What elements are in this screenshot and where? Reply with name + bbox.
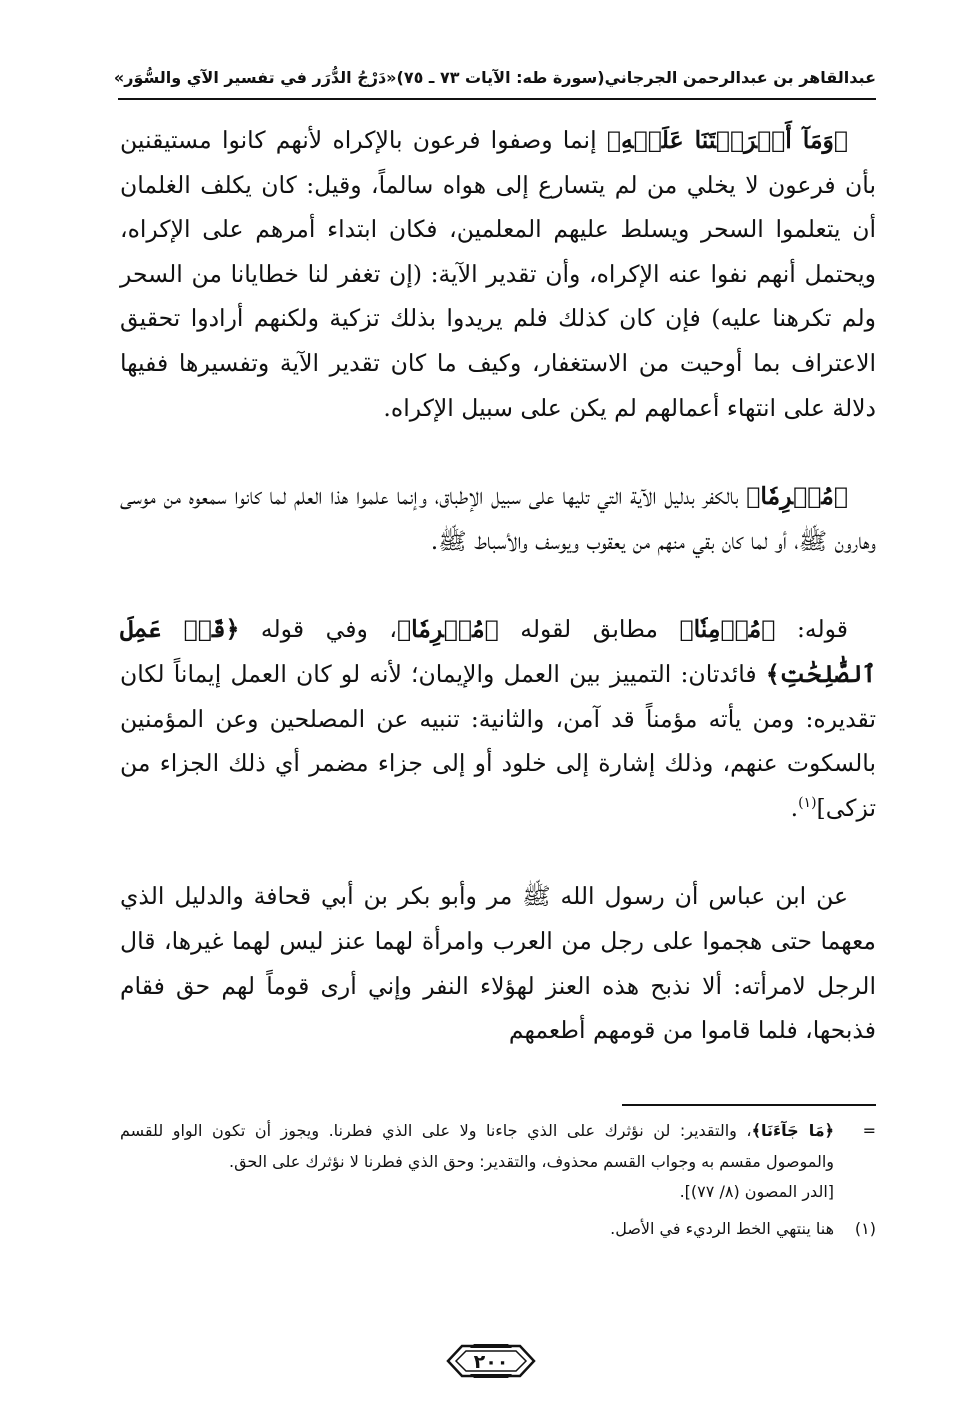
paragraph-3 bbox=[120, 607, 876, 830]
running-header bbox=[113, 62, 876, 92]
footnote-text: هنا ينتهي الخط الرديء في الأصل. bbox=[610, 1218, 834, 1238]
quran-quote: ﴿مُؤۡمِنٗا﴾ bbox=[679, 615, 776, 644]
paragraph-text: عن ابن عباس أن رسول الله ﷺ مر وأبو بكر بن أبي قحافة والدليل الذي معهما حتى هجموا على رجل من العرب وامرأة لهما عنز ليس لهما غيرها، قال الرجل لامرأته: ألا نذبح هذه العنز لهؤلاء النفر وإني أرى قوماً لهم حق فقام فذبحها، فلما قاموا من قومهم أطعمهم bbox=[120, 882, 876, 1045]
main-text bbox=[120, 118, 876, 1053]
header-section: (سورة طه: الآيات ٧٣ ـ ٧٥) bbox=[396, 67, 605, 87]
page-number: ٢٠٠ bbox=[473, 1351, 509, 1373]
footnote-citation bbox=[120, 1177, 876, 1208]
footnote-marker: (١) bbox=[854, 1218, 876, 1238]
paragraph-text: ، وفي قوله bbox=[239, 615, 397, 644]
paragraph-text: بالكفر بدليل الآية التي تليها على سبيل الإطباق، وإنما علموا هذا العلم لما كانوا سمعوه من موسى وهارون ﷺ، أو لما كان بقي منهم من يعقوب ويوسف والأسباط ﷺ. bbox=[120, 482, 876, 555]
header-rule bbox=[118, 98, 876, 100]
continuation-marker: = bbox=[862, 1121, 876, 1140]
paragraph-text: إنما وصفوا فرعون بالإكراه لأنهم كانوا مستيقنين بأن فرعون لا يخلي من لم يتسارع إلى هواه سالماً، وقيل: كان يكلف الغلمان أن يتعلموا السحر ويسلط عليهم المعلمين، فكان ابتداء أمرهم على الإكراه، ويحتمل أنهم نفوا عنه الإكراه، وأن تقدير الآية: (إن تغفر لنا خطايانا من السحر ولم تكرهنا عليه) فإن كان كذلك فلم يريدوا بذلك تزكية ولكنهم أرادوا تحقيق الاعتراف بما أوحيت من الاستغفار، وكيف ما كان تقدير الآية وتفسيرها ففيها دلالة على انتهاء أعمالهم لم يكن على سبيل الإكراه. bbox=[120, 126, 876, 422]
paragraph-1 bbox=[120, 118, 876, 430]
citation-text: [الدر المصون (٨/ ٧٧)]. bbox=[679, 1182, 834, 1201]
footnotes bbox=[120, 1116, 876, 1244]
footnote-text: ، والتقدير: لن نؤثرك على الذي جاءنا ولا على الذي فطرنا. ويجوز أن تكون الواو للقسم والموصول مقسم به وجواب القسم محذوف، والتقدير: وحق الذي فطرنا لا نؤثرك على الحق. bbox=[120, 1121, 834, 1171]
quran-quote: ﴿مُجۡرِمٗا﴾ bbox=[746, 482, 848, 511]
paragraph-lead: قوله: bbox=[775, 615, 849, 644]
quran-quote: ﴿قَدۡ عَمِلَ ٱلصَّٰلِحَٰتِ﴾ bbox=[120, 615, 876, 688]
paragraph-2 bbox=[120, 474, 876, 563]
header-author: عبدالقاهر بن عبدالرحمن الجرجاني bbox=[604, 67, 876, 87]
quran-quote: ﴿مُجۡرِمٗا﴾ bbox=[396, 615, 499, 644]
footnote-continuation bbox=[120, 1116, 876, 1177]
paragraph-text: مطابق لقوله bbox=[498, 615, 680, 644]
footnote-1 bbox=[120, 1214, 876, 1245]
footnote-reference[interactable]: (١) bbox=[798, 794, 817, 811]
paragraph-tail: . bbox=[790, 793, 799, 822]
footnote-rule bbox=[622, 1104, 876, 1106]
paragraph-4 bbox=[120, 874, 876, 1052]
header-book-title: «دَرْجُ الدُّرَر في تفسير الآي والسُّوَر» bbox=[113, 67, 397, 87]
quran-quote: ﴿وَمَآ أَكۡرَهۡتَنَا عَلَيۡهِ﴾ bbox=[606, 126, 848, 154]
paragraph-text: فائدتان: التمييز بين العمل والإيمان؛ لأنه لو كان العمل إيماناً لكان تقديره: ومن يأته مؤمناً قد آمن، والثانية: تنبيه عن المصلحين وعن المؤمنين بالسكوت عنهم، وذلك إشارة إلى خلود أو إلى جزاء مضمر أي ذلك الجزاء من تزكى] bbox=[120, 659, 876, 822]
quran-quote: ﴿مَا جَآءَنَا﴾ bbox=[751, 1121, 835, 1140]
